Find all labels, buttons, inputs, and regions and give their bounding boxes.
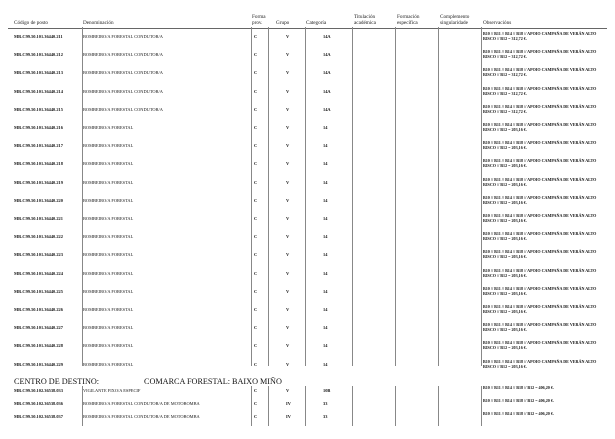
post-name: BOMBEIRO/A FORESTAL CONDUTOR/A DE MOTOBOMBA bbox=[83, 401, 200, 406]
post-name: BOMBEIRO/A FORESTAL CONDUTOR/A bbox=[83, 88, 163, 94]
grupo: V bbox=[286, 361, 290, 367]
categoria: 14 bbox=[323, 252, 328, 258]
observacions: B10 // B11 // B14 // B18 // APOIO CAMPAÑA DE VERÁN ALTO RISCO // B12 = 203,16 €. bbox=[483, 176, 597, 187]
observacions: B10 // B11 // B14 // B18 // APOIO CAMPAÑA DE VERÁN ALTO RISCO // B12 = 203,16 €. bbox=[483, 213, 597, 223]
table-row bbox=[0, 157, 615, 175]
post-name: BOMBEIRO/A FORESTAL bbox=[83, 325, 134, 331]
grupo: V bbox=[286, 106, 290, 112]
table-row bbox=[0, 339, 615, 357]
table-row bbox=[0, 85, 615, 103]
forma-prov: C bbox=[254, 343, 258, 349]
post-code: MR.C99.50.101.36440.215 bbox=[14, 106, 63, 112]
forma-prov: C bbox=[254, 179, 258, 185]
grupo: V bbox=[286, 179, 290, 185]
header-observacions bbox=[483, 21, 511, 27]
observacions: B10 // B11 // B14 // B18 // APOIO CAMPAÑA DE VERÁN ALTO RISCO // B12 = 203,16 €. bbox=[483, 322, 597, 333]
table-row bbox=[0, 176, 615, 194]
forma-prov: C bbox=[254, 34, 258, 39]
post-code: MR.C99.50.102.36538.036 bbox=[14, 401, 63, 406]
grupo: V bbox=[286, 388, 290, 393]
table-row bbox=[0, 212, 615, 230]
post-code: MR.C99.50.101.36440.227 bbox=[14, 325, 63, 331]
categoria: 14 bbox=[323, 325, 328, 331]
header-codigo-label: Código de posto bbox=[14, 20, 49, 26]
header-formacion-line1: Formación bbox=[397, 14, 420, 20]
post-name: BOMBEIRO/A FORESTAL bbox=[83, 307, 134, 312]
grupo: V bbox=[286, 216, 290, 221]
observacions: B10 // B11 // B14 // B18 // B12 = 406,20 €. bbox=[483, 411, 554, 416]
header-categoria bbox=[306, 21, 326, 27]
categoria: 14 bbox=[323, 307, 328, 312]
table-row bbox=[0, 285, 615, 303]
categoria: 14 bbox=[323, 197, 328, 203]
observacions: B10 // B11 // B14 // B18 // APOIO CAMPAÑA DE VERÁN ALTO RISCO // B12 = 312,72 €. bbox=[483, 31, 597, 41]
table-row bbox=[0, 139, 615, 157]
observacions: B10 // B11 // B14 // B18 // APOIO CAMPAÑA DE VERÁN ALTO RISCO // B12 = 203,16 €. bbox=[483, 122, 597, 132]
header-divider bbox=[8, 28, 607, 29]
post-code: MR.C99.50.101.36440.228 bbox=[14, 343, 63, 349]
categoria: 33 bbox=[323, 414, 328, 419]
table-row bbox=[0, 30, 615, 48]
post-code: MR.C99.50.101.36440.225 bbox=[14, 288, 63, 294]
categoria: 14A bbox=[323, 88, 331, 94]
forma-prov: C bbox=[254, 325, 258, 331]
post-code: MR.C99.50.101.36440.212 bbox=[14, 52, 63, 58]
forma-prov: C bbox=[254, 52, 258, 58]
header-denominacion bbox=[83, 21, 114, 27]
post-name: BOMBEIRO/A FORESTAL bbox=[83, 216, 134, 221]
post-code: MR.C99.50.101.36440.218 bbox=[14, 161, 63, 167]
post-name: BOMBEIRO/A FORESTAL CONDUTOR/A bbox=[83, 70, 163, 76]
post-code: MR.C99.50.101.36440.214 bbox=[14, 88, 63, 94]
forma-prov: C bbox=[254, 143, 258, 149]
categoria: 14 bbox=[323, 179, 328, 185]
table-row bbox=[0, 66, 615, 84]
observacions: B10 // B11 // B14 // B18 // APOIO CAMPAÑA DE VERÁN ALTO RISCO // B12 = 203,16 €. bbox=[483, 158, 597, 169]
forma-prov: C bbox=[254, 414, 258, 419]
categoria: 14A bbox=[323, 52, 331, 58]
observacions: B10 // B11 // B14 // B18 // APOIO CAMPAÑA DE VERÁN ALTO RISCO // B12 = 203,16 €. bbox=[483, 140, 597, 151]
header-forma-line2: prov. bbox=[252, 19, 263, 26]
table-row bbox=[0, 321, 615, 339]
post-name: BOMBEIRO/A FORESTAL CONDUTOR/A DE MOTOBOMBA bbox=[83, 414, 200, 419]
observacions: B10 // B11 // B14 // B18 // APOIO CAMPAÑA DE VERÁN ALTO RISCO // B12 = 203,16 €. bbox=[483, 194, 597, 205]
post-name: BOMBEIRO/A FORESTAL bbox=[83, 252, 134, 258]
observacions: B10 // B11 // B14 // B18 // B12 = 406,20 €. bbox=[483, 398, 554, 403]
observacions: B10 // B11 // B14 // B18 // APOIO CAMPAÑA DE VERÁN ALTO RISCO // B12 = 203,16 €. bbox=[483, 340, 597, 351]
table-row bbox=[0, 103, 615, 121]
forma-prov: C bbox=[254, 106, 258, 112]
post-code: MR.C99.50.101.36440.219 bbox=[14, 179, 63, 185]
table-row bbox=[0, 303, 615, 321]
grupo: V bbox=[286, 343, 290, 349]
observacions: B10 // B11 // B14 // B18 // APOIO CAMPAÑA DE VERÁN ALTO RISCO // B12 = 203,16 €. bbox=[483, 285, 597, 296]
forma-prov: C bbox=[254, 288, 258, 294]
header-grupo bbox=[276, 21, 289, 27]
post-name: BOMBEIRO/A FORESTAL CONDUTOR/A bbox=[83, 106, 163, 112]
post-code: MR.C99.50.101.36440.229 bbox=[14, 361, 63, 367]
section-value: COMARCA FORESTAL: BAIXO MIÑO bbox=[144, 377, 282, 386]
forma-prov: C bbox=[254, 216, 258, 221]
forma-prov: C bbox=[254, 88, 258, 94]
forma-prov: C bbox=[254, 234, 258, 240]
header-codigo bbox=[14, 21, 48, 27]
header-titulacion-line2: académica bbox=[354, 19, 376, 26]
table-row bbox=[0, 230, 615, 248]
categoria: 14 bbox=[323, 343, 328, 349]
categoria: 14 bbox=[323, 216, 328, 221]
post-code: MR.C99.50.101.36440.216 bbox=[14, 125, 63, 130]
grupo: V bbox=[286, 234, 290, 240]
forma-prov: C bbox=[254, 161, 258, 167]
header-forma bbox=[252, 15, 266, 26]
forma-prov: C bbox=[254, 361, 258, 367]
observacions: B10 // B11 // B14 // B18 // APOIO CAMPAÑA DE VERÁN ALTO RISCO // B12 = 312,72 €. bbox=[483, 67, 597, 78]
post-code: MR.C99.50.101.36440.224 bbox=[14, 270, 63, 276]
table-row bbox=[0, 410, 615, 428]
header-categoria-label: Categoría bbox=[306, 20, 327, 26]
categoria: 10B bbox=[323, 388, 331, 393]
header-complemento bbox=[440, 15, 469, 26]
post-name: BOMBEIRO/A FORESTAL bbox=[83, 288, 134, 294]
grupo: V bbox=[286, 270, 290, 276]
categoria: 14 bbox=[323, 161, 328, 167]
post-name: VIGILANTE FIXO/A ESPECIF bbox=[83, 388, 141, 393]
observacions: B10 // B11 // B14 // B18 // B12 = 406,20 €. bbox=[483, 385, 554, 390]
header-grupo-label: Grupo bbox=[276, 20, 290, 26]
post-name: BOMBEIRO/A FORESTAL bbox=[83, 197, 134, 203]
table-row bbox=[0, 267, 615, 285]
post-name: BOMBEIRO/A FORESTAL bbox=[83, 143, 134, 149]
post-name: BOMBEIRO/A FORESTAL bbox=[83, 125, 134, 130]
categoria: 14 bbox=[323, 143, 328, 149]
grupo: V bbox=[286, 307, 290, 312]
post-code: MR.C99.50.101.36440.226 bbox=[14, 307, 63, 312]
grupo: V bbox=[286, 161, 290, 167]
header-titulacion-line1: Titulación bbox=[354, 14, 376, 20]
post-name: BOMBEIRO/A FORESTAL bbox=[83, 234, 134, 240]
table-row bbox=[0, 248, 615, 266]
forma-prov: C bbox=[254, 401, 258, 406]
header-formacion-line2: específica bbox=[397, 19, 418, 26]
post-name: BOMBEIRO/A FORESTAL CONDUTOR/A bbox=[83, 34, 163, 39]
observacions: B10 // B11 // B14 // B18 // APOIO CAMPAÑA DE VERÁN ALTO RISCO // B12 = 203,16 €. bbox=[483, 304, 597, 314]
forma-prov: C bbox=[254, 252, 258, 258]
header-formacion bbox=[397, 15, 419, 26]
forma-prov: C bbox=[254, 70, 258, 76]
grupo: V bbox=[286, 70, 290, 76]
post-code: MR.C99.50.102.36538.033 bbox=[14, 388, 63, 393]
categoria: 14A bbox=[323, 70, 331, 76]
post-name: BOMBEIRO/A FORESTAL bbox=[83, 161, 134, 167]
post-code: MR.C99.50.102.36538.037 bbox=[14, 414, 63, 419]
post-code: MR.C99.50.101.36440.213 bbox=[14, 70, 63, 76]
categoria: 14 bbox=[323, 125, 328, 130]
post-name: BOMBEIRO/A FORESTAL bbox=[83, 343, 134, 349]
categoria: 14A bbox=[323, 106, 331, 112]
forma-prov: C bbox=[254, 307, 258, 312]
post-code: MR.C99.50.101.36440.222 bbox=[14, 234, 63, 240]
section-label: CENTRO DE DESTINO: bbox=[14, 377, 100, 386]
header-observacions-label: Observacións bbox=[483, 20, 512, 26]
post-code: MR.C99.50.101.36440.211 bbox=[14, 34, 63, 39]
grupo: V bbox=[286, 125, 290, 130]
header-complemento-line1: Complemento bbox=[440, 14, 470, 20]
grupo: V bbox=[286, 325, 290, 331]
header-titulacion bbox=[354, 15, 376, 26]
observacions: B10 // B11 // B14 // B18 // APOIO CAMPAÑA DE VERÁN ALTO RISCO // B12 = 203,16 €. bbox=[483, 358, 597, 369]
forma-prov: C bbox=[254, 125, 258, 130]
post-code: MR.C99.50.101.36440.221 bbox=[14, 216, 63, 221]
post-code: MR.C99.50.101.36440.217 bbox=[14, 143, 63, 149]
header-denominacion-label: Denominación bbox=[83, 20, 114, 26]
grupo: V bbox=[286, 34, 290, 39]
categoria: 14 bbox=[323, 288, 328, 294]
post-name: BOMBEIRO/A FORESTAL bbox=[83, 270, 134, 276]
table-row bbox=[0, 121, 615, 139]
grupo: V bbox=[286, 52, 290, 58]
categoria: 14 bbox=[323, 234, 328, 240]
categoria: 14A bbox=[323, 34, 331, 39]
post-code: MR.C99.50.101.36440.220 bbox=[14, 197, 63, 203]
observacions: B10 // B11 // B14 // B18 // APOIO CAMPAÑA DE VERÁN ALTO RISCO // B12 = 203,16 €. bbox=[483, 267, 597, 278]
post-name: BOMBEIRO/A FORESTAL bbox=[83, 361, 134, 367]
observacions: B10 // B11 // B14 // B18 // APOIO CAMPAÑA DE VERÁN ALTO RISCO // B12 = 203,16 €. bbox=[483, 231, 597, 242]
table-row bbox=[0, 48, 615, 66]
grupo: V bbox=[286, 143, 290, 149]
header-forma-line1: Forma bbox=[252, 14, 266, 20]
post-code: MR.C99.50.101.36440.223 bbox=[14, 252, 63, 258]
forma-prov: C bbox=[254, 388, 258, 393]
observacions: B10 // B11 // B14 // B18 // APOIO CAMPAÑA DE VERÁN ALTO RISCO // B12 = 312,72 €. bbox=[483, 103, 597, 114]
grupo: IV bbox=[286, 401, 291, 406]
post-name: BOMBEIRO/A FORESTAL CONDUTOR/A bbox=[83, 52, 163, 58]
observacions: B10 // B11 // B14 // B18 // APOIO CAMPAÑA DE VERÁN ALTO RISCO // B12 = 312,72 €. bbox=[483, 49, 597, 60]
forma-prov: C bbox=[254, 197, 258, 203]
observacions: B10 // B11 // B14 // B18 // APOIO CAMPAÑA DE VERÁN ALTO RISCO // B12 = 312,72 €. bbox=[483, 85, 597, 96]
grupo: V bbox=[286, 288, 290, 294]
table-row bbox=[0, 358, 615, 376]
observacions: B10 // B11 // B14 // B18 // APOIO CAMPAÑA DE VERÁN ALTO RISCO // B12 = 203,16 €. bbox=[483, 249, 597, 260]
forma-prov: C bbox=[254, 270, 258, 276]
post-name: BOMBEIRO/A FORESTAL bbox=[83, 179, 134, 185]
categoria: 33 bbox=[323, 401, 328, 406]
header-complemento-line2: singularidade bbox=[440, 19, 468, 26]
grupo: V bbox=[286, 197, 290, 203]
categoria: 14 bbox=[323, 270, 328, 276]
categoria: 14 bbox=[323, 361, 328, 367]
grupo: V bbox=[286, 252, 290, 258]
table-row bbox=[0, 194, 615, 212]
grupo: V bbox=[286, 88, 290, 94]
grupo: IV bbox=[286, 414, 291, 419]
